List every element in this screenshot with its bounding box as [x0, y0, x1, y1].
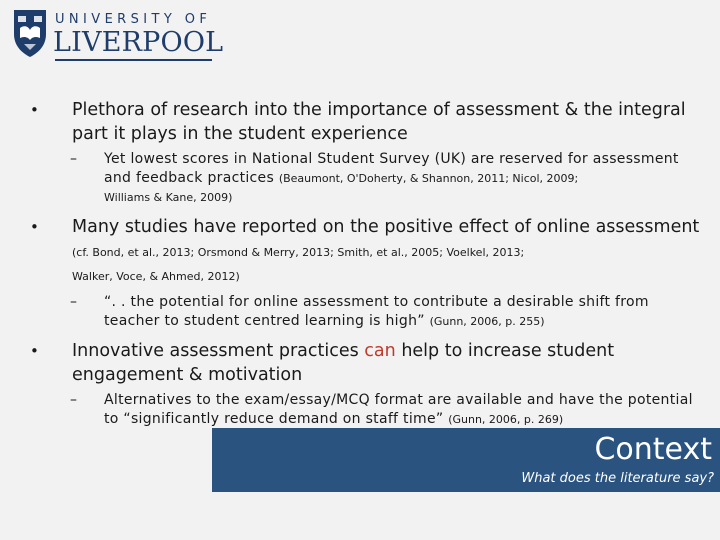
sub-bullet-2 — [28, 293, 708, 331]
bullet-3-highlight: can — [364, 341, 396, 361]
sub-bullet-3 — [28, 391, 708, 429]
context-title: Context — [594, 432, 712, 467]
bullet-2-citation-cont: Walker, Voce, & Ahmed, 2012) — [72, 270, 240, 283]
sub-bullet-2-text: “. . the potential for online assessment to contribute a desirable shift from teacher to student centred learning is high” — [104, 294, 649, 329]
bullet-1-text: Plethora of research into the importance of assessment & the integral part it plays in the student experience — [72, 100, 686, 144]
bullet-3 — [28, 339, 708, 387]
sub-bullet-2-citation: (Gunn, 2006, p. 255) — [429, 315, 545, 328]
bullet-1 — [28, 98, 708, 146]
logo-rule — [55, 59, 212, 61]
bullet-mark: • — [30, 218, 39, 236]
university-logo — [12, 8, 224, 62]
sub-bullet-1-citation: (Beaumont, O'Doherty, & Shannon, 2011; Nicol, 2009; — [278, 172, 579, 185]
sub-bullet-mark: – — [70, 151, 78, 167]
bullet-2-citation: (cf. Bond, et al., 2013; Orsmond & Merry, 2013; Smith, et al., 2005; Voelkel, 2013; — [72, 246, 525, 259]
sub-bullet-3-text: Alternatives to the exam/essay/MCQ format are available and have the potential to “significantly reduce demand on staff time” — [104, 392, 693, 427]
context-subtitle: What does the literature say? — [521, 471, 714, 486]
bullet-2 — [28, 215, 708, 289]
crest-icon — [12, 8, 48, 58]
sub-bullet-mark: – — [70, 392, 78, 408]
sub-bullet-1 — [28, 150, 708, 207]
bullet-mark: • — [30, 101, 39, 119]
logo-top-text: UNIVERSITY OF — [55, 12, 212, 27]
sub-bullet-3-citation: (Gunn, 2006, p. 269) — [448, 413, 564, 426]
bullet-3-text-before: Innovative assessment practices — [72, 341, 359, 361]
bullet-2-text: Many studies have reported on the positive effect of online assessment — [72, 217, 700, 237]
bullet-3-text-after: help to increase student engagement & motivation — [72, 341, 615, 385]
sub-bullet-mark: – — [70, 294, 78, 310]
sub-bullet-1-text: Yet lowest scores in National Student Survey (UK) are reserved for assessment and feedback practices — [104, 151, 679, 186]
sub-bullet-1-citation-cont: Williams & Kane, 2009) — [104, 191, 233, 204]
logo-main-text: LIVERPOOL — [53, 27, 224, 58]
bullet-mark: • — [30, 342, 39, 360]
slide-content — [28, 98, 708, 437]
context-banner — [212, 428, 720, 492]
